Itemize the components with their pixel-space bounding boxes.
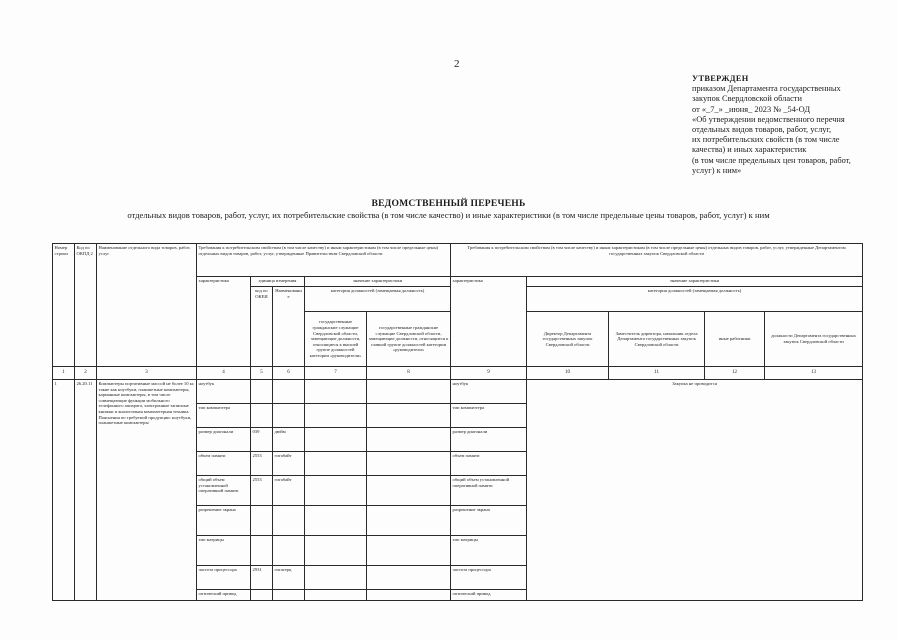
header-gs-highest: государственные гражданские служащие Свердловской области, замещающие должности, относящиеся к высшей группе должностей категории «руководители» <box>305 312 367 367</box>
header-other-workers: иные работники <box>705 312 765 367</box>
header-okei: код по ОКЕИ <box>251 287 273 367</box>
unit-cell: гигабайт <box>273 452 305 476</box>
header-deputy-director: Заместитель директора, начальник отдела Департамента государственных закупок Свердловской области <box>609 312 705 367</box>
unit-cell <box>273 590 305 601</box>
approval-line: «Об утверждении ведомственного перечня <box>692 114 845 124</box>
unit-cell <box>273 506 305 536</box>
characteristic-cell: частота процессора <box>197 566 251 590</box>
header-unit: единица измерения <box>251 277 305 287</box>
unit-cell <box>273 380 305 404</box>
characteristic-2-cell: объем памяти <box>451 452 527 476</box>
row-number-cell: 1 <box>53 380 75 601</box>
header-dept-positions: должности Департамента государственных закупок Свердловской области <box>765 312 863 367</box>
characteristic-2-cell: общий объем установленной оперативной памяти <box>451 476 527 506</box>
okei-cell <box>251 536 273 566</box>
column-numbers-row <box>53 367 863 380</box>
characteristic-2-cell: тип компьютера <box>451 404 527 428</box>
approval-line: отдельных видов товаров, работ, услуг, <box>692 125 832 135</box>
characteristic-cell: разрешение экрана <box>197 506 251 536</box>
column-number: 9 <box>451 367 527 380</box>
unit-cell: гигагерц <box>273 566 305 590</box>
header-characteristic: характеристика <box>197 277 251 367</box>
header-value: значение характеристики <box>305 277 451 287</box>
header-gov-requirements: Требования к потребительским свойствам (в том числе качеству) и иным характеристикам (в том числе предельные цены) отдельных видов товаров, работ, услуг, утвержденные Правительством Свердловской области <box>197 244 451 277</box>
okei-cell: 039 <box>251 428 273 452</box>
value-cell <box>367 452 451 476</box>
characteristic-cell: ноутбук <box>197 380 251 404</box>
header-category-2: категория должностей (замещаемая должность) <box>527 287 863 312</box>
column-number: 3 <box>97 367 197 380</box>
unit-cell <box>273 536 305 566</box>
value-cell <box>367 506 451 536</box>
okei-cell: 2553 <box>251 476 273 506</box>
value-cell <box>367 428 451 452</box>
column-number: 7 <box>305 367 367 380</box>
unit-cell: гигабайт <box>273 476 305 506</box>
column-number: 8 <box>367 367 451 380</box>
approval-date-line: от «_7_» _июня_ 2023 № _54-ОД <box>692 104 811 114</box>
approval-line: их потребительских свойств (в том числе <box>692 135 840 145</box>
purchase-note-cell: Закупка не проводится <box>527 380 863 601</box>
characteristic-2-cell: разрешение экрана <box>451 506 527 536</box>
okei-cell <box>251 506 273 536</box>
value-cell <box>367 380 451 404</box>
approval-line: (в том числе предельных цен товаров, работ, <box>692 155 851 165</box>
header-category: категория должностей (замещаемая должность) <box>305 287 451 312</box>
characteristic-2-cell: ноутбук <box>451 380 527 404</box>
column-number: 5 <box>251 367 273 380</box>
characteristic-cell: тип матрицы <box>197 536 251 566</box>
okei-cell: 2553 <box>251 452 273 476</box>
column-number: 11 <box>609 367 705 380</box>
okei-cell <box>251 404 273 428</box>
characteristic-2-cell: частота процессора <box>451 566 527 590</box>
characteristic-2-cell: оптический привод <box>451 590 527 601</box>
value-cell <box>305 380 367 404</box>
column-number: 1 <box>53 367 75 380</box>
column-number: 12 <box>705 367 765 380</box>
row-item-name-cell: Компьютеры портативные массой не более 10 кг, такие как ноутбуки, планшетные компьютеры, карманные компьютеры, в том числе совмещающие функции мобильного телефонного аппарата, электронные записные книжки и аналогичная компьютерная техника. Пояснения по требуемой продукции: ноутбуки, планшетные компьютеры <box>97 380 197 601</box>
document-title: ВЕДОМСТВЕННЫЙ ПЕРЕЧЕНЬ <box>371 198 526 209</box>
value-cell <box>367 404 451 428</box>
value-cell <box>305 428 367 452</box>
column-number: 6 <box>273 367 305 380</box>
value-cell <box>305 452 367 476</box>
header-unit-name: Наименование <box>273 287 305 367</box>
header-okpd: Код по ОКПД 2 <box>75 244 97 367</box>
column-number: 4 <box>197 367 251 380</box>
approval-heading: УТВЕРЖДЕН <box>692 74 749 83</box>
value-cell <box>367 566 451 590</box>
value-cell <box>305 590 367 601</box>
approval-line: услуг) к ним» <box>692 165 742 175</box>
requirements-table <box>52 243 863 601</box>
value-cell <box>367 536 451 566</box>
value-cell <box>305 506 367 536</box>
characteristic-2-cell: размер диагонали <box>451 428 527 452</box>
column-number: 2 <box>75 367 97 380</box>
value-cell <box>367 476 451 506</box>
value-cell <box>305 536 367 566</box>
approval-block <box>692 74 864 176</box>
header-row-number: Номер строки <box>53 244 75 367</box>
column-number: 13 <box>765 367 863 380</box>
characteristic-cell: размер диагонали <box>197 428 251 452</box>
okei-cell <box>251 590 273 601</box>
header-value-2: значение характеристики <box>527 277 863 287</box>
header-item-name: Наименование отдельного вида товаров, работ, услуг <box>97 244 197 367</box>
characteristic-cell: тип компьютера <box>197 404 251 428</box>
unit-cell: дюйм <box>273 428 305 452</box>
document-subtitle: отдельных видов товаров, работ, услуг, их потребительские свойства (в том числе качество) и иные характеристики (в том числе предельные цены товаров, работ, услуг) к ним <box>127 210 770 220</box>
header-characteristic-2: характеристика <box>451 277 527 367</box>
characteristic-2-cell: тип матрицы <box>451 536 527 566</box>
value-cell <box>305 476 367 506</box>
approval-line: качества) и иных характеристик <box>692 145 807 155</box>
characteristic-cell: оптический привод <box>197 590 251 601</box>
row-okpd-cell: 26.20.11 <box>75 380 97 601</box>
approval-line: приказом Департамента государственных <box>692 84 841 94</box>
page-number: 2 <box>454 58 460 70</box>
table-row <box>53 380 863 404</box>
unit-cell <box>273 404 305 428</box>
okei-cell <box>251 380 273 404</box>
column-number: 10 <box>527 367 609 380</box>
header-director: Директор Департамента государственных закупок Свердловской области <box>527 312 609 367</box>
characteristic-cell: объем памяти <box>197 452 251 476</box>
okei-cell: 2931 <box>251 566 273 590</box>
header-dept-requirements: Требования к потребительским свойствам (в том числе качеству) и иным характеристикам (в том числе предельные цены) отдельных видов товаров, работ, услуг, утвержденные Департаментом государственных закупок Свердловской области <box>451 244 863 277</box>
value-cell <box>367 590 451 601</box>
characteristic-cell: общий объем установленной оперативной памяти <box>197 476 251 506</box>
approval-line: закупок Свердловской области <box>692 94 802 104</box>
value-cell <box>305 566 367 590</box>
header-gs-main: государственные гражданские служащие Свердловской области, замещающие должности, относящиеся к главной группе должностей категории «руководители» <box>367 312 451 367</box>
value-cell <box>305 404 367 428</box>
